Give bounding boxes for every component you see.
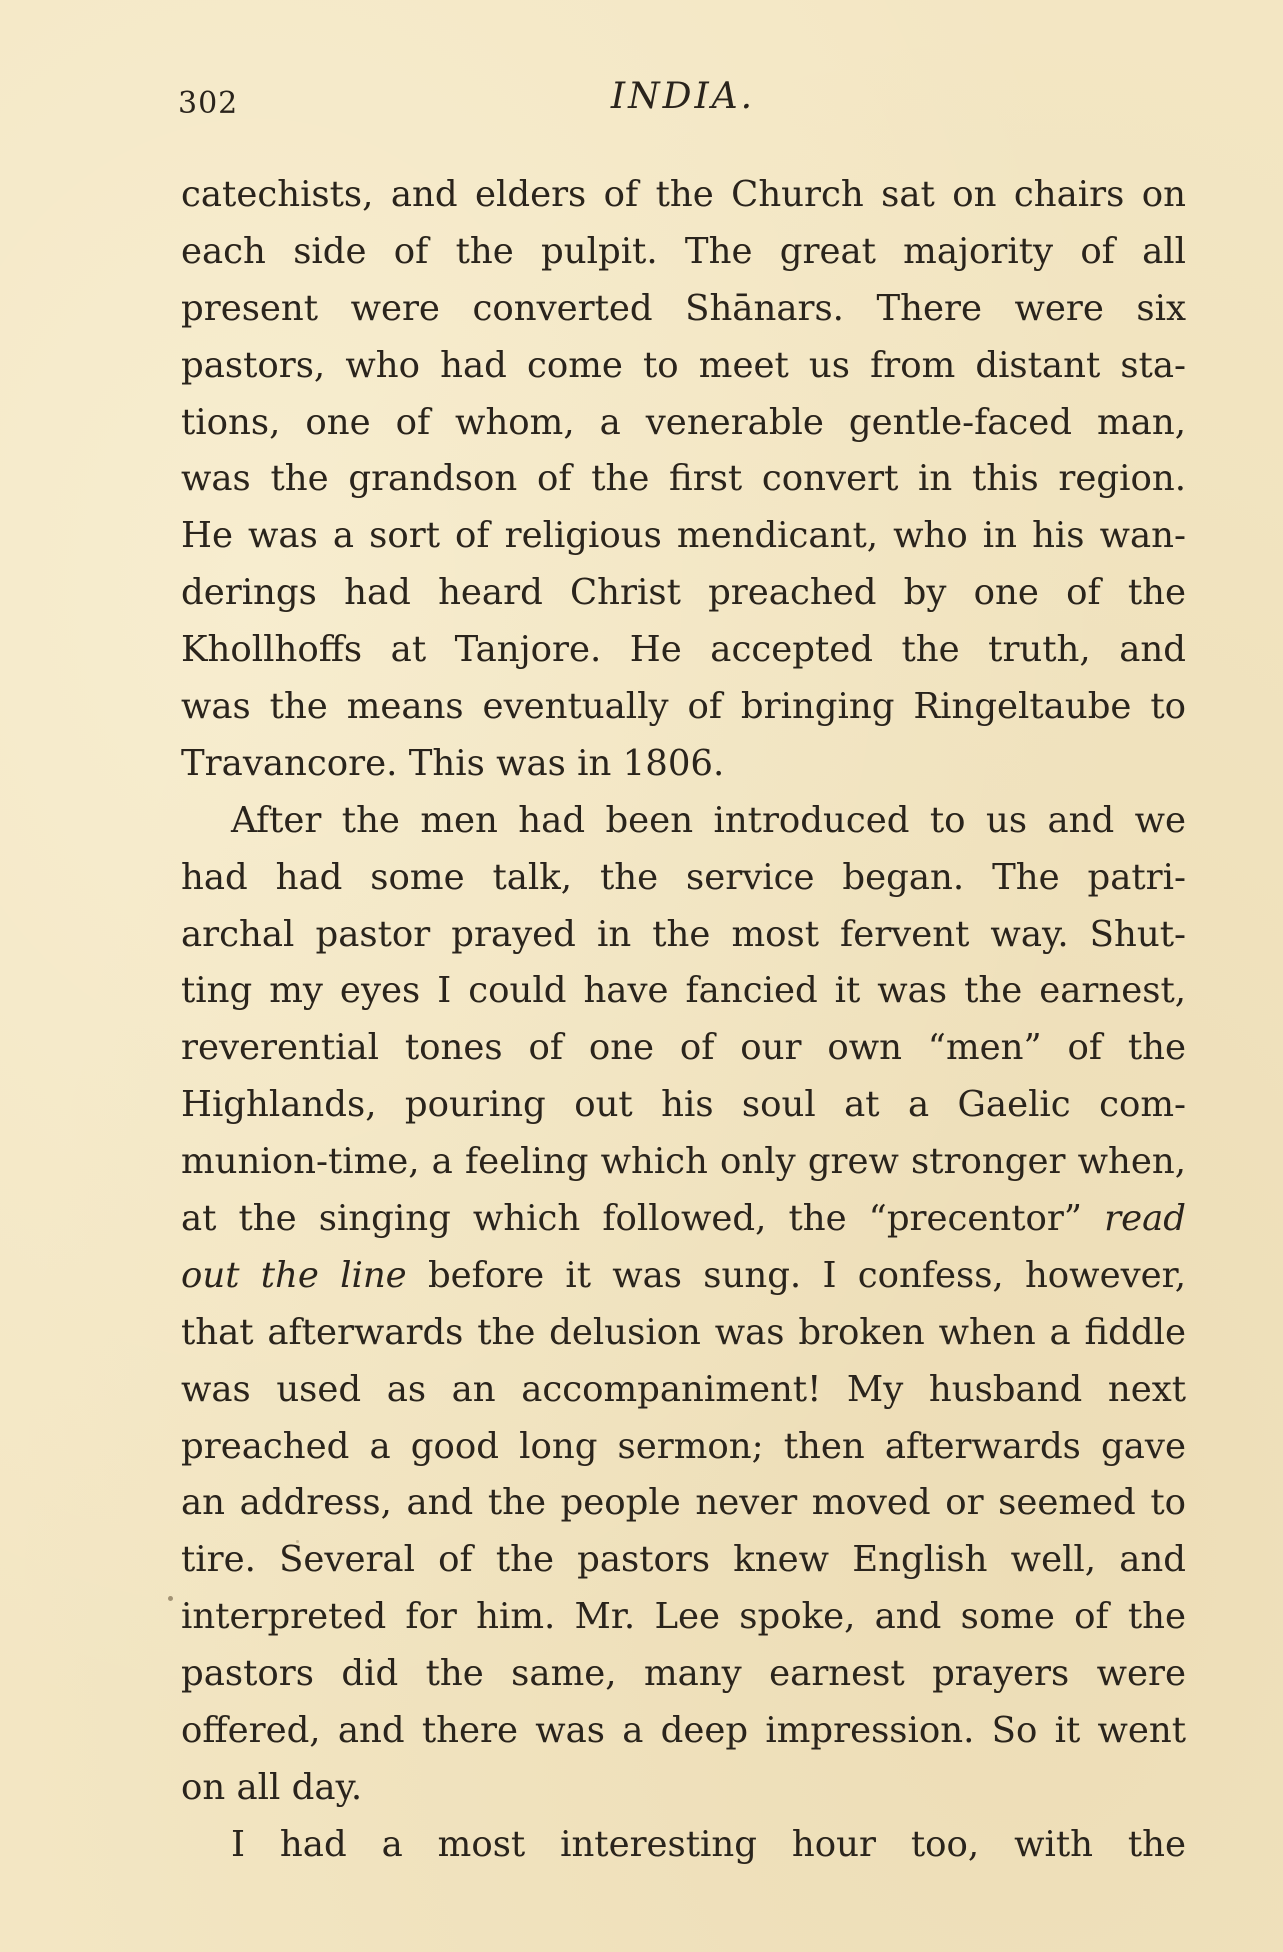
text-line	[181, 1020, 1186, 1077]
text-segment: that afterwards the delusion was broken when a fiddle	[181, 1311, 1186, 1353]
text-segment: ting my eyes I could have fancied it was the earnest,	[181, 970, 1186, 1012]
text-line	[181, 736, 1186, 793]
text-segment: tire. Several of the pastors knew English well, and	[181, 1539, 1186, 1581]
text-line	[181, 451, 1186, 508]
text-line	[181, 1703, 1186, 1760]
text-segment: had had some talk, the service began. The patri-	[181, 856, 1186, 898]
text-line	[181, 622, 1186, 679]
text-segment: was used as an accompaniment! My husband next	[181, 1368, 1186, 1410]
text-line	[181, 1362, 1186, 1419]
ink-speck	[296, 1540, 299, 1543]
text-line	[181, 1817, 1186, 1874]
text-segment: before it was sung. I confess, however,	[406, 1254, 1186, 1296]
text-segment: was the means eventually of bringing Ringeltaube to	[181, 686, 1186, 728]
text-line	[181, 1248, 1186, 1305]
text-line	[181, 281, 1186, 338]
running-head	[178, 72, 1188, 132]
text-line	[181, 395, 1186, 452]
text-line	[181, 679, 1186, 736]
text-line	[181, 1191, 1186, 1248]
text-line	[181, 1134, 1186, 1191]
text-line	[181, 1305, 1186, 1362]
text-segment: an address, and the people never moved or seemed to	[181, 1482, 1186, 1524]
text-line	[181, 1646, 1186, 1703]
text-segment: was the grandson of the first convert in this region.	[181, 458, 1186, 500]
text-segment: Highlands, pouring out his soul at a Gaelic com-	[181, 1084, 1186, 1126]
text-line	[181, 1760, 1186, 1817]
text-line	[181, 508, 1186, 565]
text-segment: reverential tones of one of our own “men” of the	[181, 1027, 1186, 1069]
text-segment: tions, one of whom, a venerable gentle-faced man,	[181, 401, 1186, 443]
page-number: 302	[178, 86, 239, 121]
text-segment: munion-time, a feeling which only grew stronger when,	[181, 1141, 1186, 1183]
text-segment: at the singing which followed, the “precentor”	[181, 1198, 1105, 1240]
text-segment: catechists, and elders of the Church sat on chairs on	[181, 174, 1186, 215]
text-segment: I had a most interesting hour too, with the	[231, 1823, 1186, 1865]
text-line	[181, 1589, 1186, 1646]
text-line	[181, 850, 1186, 907]
text-segment: pastors did the same, many earnest prayers were	[181, 1653, 1186, 1695]
text-segment: derings had heard Christ preached by one of the	[181, 572, 1186, 614]
italic-text: read	[1104, 1198, 1186, 1240]
body-text	[181, 167, 1186, 1874]
text-line	[181, 907, 1186, 964]
text-line	[181, 963, 1186, 1020]
running-title: INDIA.	[610, 76, 756, 117]
text-segment: each side of the pulpit. The great majority of all	[181, 230, 1186, 272]
text-line	[181, 338, 1186, 395]
text-segment: pastors, who had come to meet us from distant sta-	[181, 344, 1186, 386]
text-line	[181, 1532, 1186, 1589]
text-segment: He was a sort of religious mendicant, who in his wan-	[181, 515, 1186, 557]
text-segment: archal pastor prayed in the most fervent way. Shut-	[181, 913, 1186, 955]
text-segment: offered, and there was a deep impression. So it went	[181, 1710, 1186, 1752]
text-line	[181, 793, 1186, 850]
text-line	[181, 1475, 1186, 1532]
text-segment: present were converted Shānars. There were six	[181, 287, 1186, 329]
text-segment: After the men had been introduced to us and we	[231, 799, 1186, 841]
text-line	[181, 565, 1186, 622]
text-line	[181, 1077, 1186, 1134]
text-segment: Khollhoffs at Tanjore. He accepted the truth, and	[181, 629, 1186, 671]
text-segment: Travancore. This was in 1806.	[181, 742, 725, 784]
text-line	[181, 224, 1186, 281]
italic-text: out the line	[181, 1254, 407, 1296]
text-segment: preached a good long sermon; then afterwards gave	[181, 1425, 1186, 1467]
ink-speck	[168, 1596, 173, 1601]
text-line	[181, 1419, 1186, 1476]
text-line	[181, 167, 1186, 224]
text-segment: on all day.	[181, 1766, 363, 1808]
text-segment: interpreted for him. Mr. Lee spoke, and some of the	[181, 1596, 1186, 1638]
